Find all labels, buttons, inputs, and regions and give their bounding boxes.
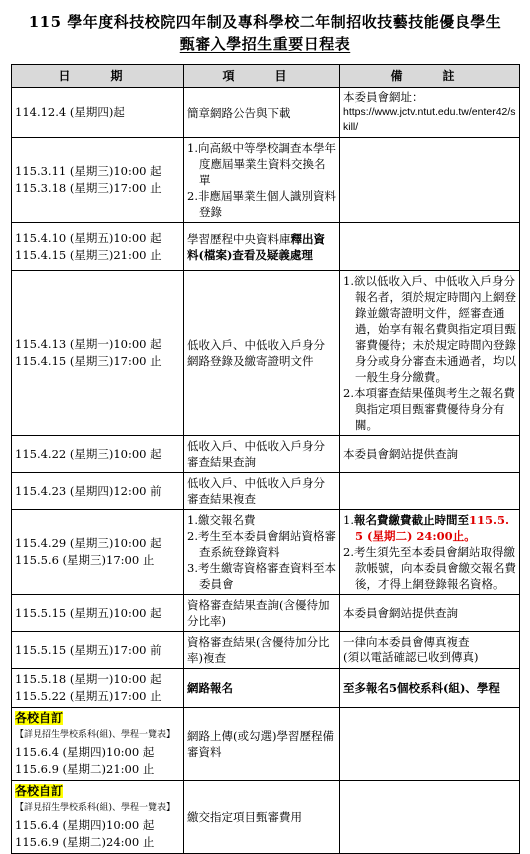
date-cell: 115.4.23 (星期四)12:00 前 <box>12 473 184 510</box>
note-cell: 一律向本委員會傳真複查 (須以電話確認已收到傳真) <box>340 632 520 669</box>
title-line-1: 115 學年度科技校院四年制及專科學校二年制招收技藝技能優良學生 <box>28 13 502 31</box>
title-line-2: 甄審入學招生重要日程表 <box>179 35 351 53</box>
note-cell: 至多報名5個校系科(組)、學程 <box>340 669 520 708</box>
payment-deadline: 115.5.5 (星期二) 24:00止 <box>355 513 509 543</box>
note-cell: 本委員會網站提供查詢 <box>340 436 520 473</box>
table-row <box>12 88 520 138</box>
header-note: 備 註 <box>340 65 520 88</box>
date-cell: 各校自訂 【詳見招生學校系科(組)、學程一覽表】 115.6.4 (星期四)10:00 起 115.6.9 (星期二)24:00 止 <box>12 781 184 854</box>
table-row <box>12 595 520 632</box>
note-cell <box>340 708 520 781</box>
list-item: 2.本項審查結果僅與考生之報名費與指定項目甄審費優待身分有關。 <box>343 386 515 432</box>
date-cell: 115.4.10 (星期五)10:00 起 115.4.15 (星期三)21:00 止 <box>12 223 184 271</box>
date-cell: 115.3.11 (星期三)10:00 起 115.3.18 (星期三)17:00 止 <box>12 138 184 223</box>
deadline-note: 1.報名費繳費截止時間至115.5.5 (星期二) 24:00止。 <box>343 513 509 543</box>
note-cell <box>340 781 520 854</box>
table-row <box>12 271 520 436</box>
table-row <box>12 708 520 781</box>
date-cell: 115.5.15 (星期五)10:00 起 <box>12 595 184 632</box>
website-url: https://www.jctv.ntut.edu.tw/enter42/skill/ <box>343 106 516 133</box>
item-cell: 學習歷程中央資料庫釋出資料(檔案)查看及疑義處理 <box>184 223 340 271</box>
item-cell <box>184 510 340 595</box>
school-defined-badge: 各校自訂 <box>15 711 64 725</box>
document-title <box>0 0 530 55</box>
list-item: 2.考生須先至本委員會網站取得繳款帳號，向本委員會繳交報名費後，才得上網登錄報名資格。 <box>343 545 516 591</box>
note-cell <box>340 223 520 271</box>
school-defined-badge: 各校自訂 <box>15 784 64 798</box>
table-row <box>12 781 520 854</box>
item-cell: 繳交指定項目甄審費用 <box>184 781 340 854</box>
note-cell <box>340 510 520 595</box>
date-cell: 115.5.15 (星期五)17:00 前 <box>12 632 184 669</box>
date-cell: 115.4.13 (星期一)10:00 起 115.4.15 (星期三)17:00 止 <box>12 271 184 436</box>
table-row <box>12 436 520 473</box>
header-date: 日 期 <box>12 65 184 88</box>
header-row <box>12 65 520 88</box>
date-cell: 115.4.22 (星期三)10:00 起 <box>12 436 184 473</box>
date-cell: 各校自訂 【詳見招生學校系科(組)、學程一覽表】 115.6.4 (星期四)10:00 起 115.6.9 (星期二)21:00 止 <box>12 708 184 781</box>
list-item: 1.欲以低收入戶、中低收入戶身分報名者，須於規定時間內上網登錄並繳寄證明文件，經審查通過，始享有報名費與指定項目甄審費優待；未於規定時間內登錄身分或身分審查未通過者，均以一般生身分繳費。 <box>343 274 516 384</box>
item-cell: 低收入戶、中低收入戶身分審查結果複查 <box>184 473 340 510</box>
header-item: 項 目 <box>184 65 340 88</box>
date-cell: 115.5.18 (星期一)10:00 起 115.5.22 (星期五)17:00 止 <box>12 669 184 708</box>
item-cell: 資格審查結果查詢(含優待加分比率) <box>184 595 340 632</box>
item-cell: 網路上傳(或勾選)學習歷程備審資料 <box>184 708 340 781</box>
item-cell: 低收入戶、中低收入戶身分審查結果查詢 <box>184 436 340 473</box>
list-item: 1.向高級中等學校調查本學年度應屆畢業生資料交換名單 <box>187 141 336 187</box>
table-row <box>12 138 520 223</box>
note-cell <box>340 271 520 436</box>
date-cell: 115.4.29 (星期三)10:00 起 115.5.6 (星期三)17:00 止 <box>12 510 184 595</box>
list-item: 2.非應屆畢業生個人識別資料登錄 <box>187 189 336 219</box>
table-row <box>12 223 520 271</box>
note-cell <box>340 473 520 510</box>
date-cell: 114.12.4 (星期四)起 <box>12 88 184 138</box>
note-cell: 本委員會網站提供查詢 <box>340 595 520 632</box>
item-cell: 資格審查結果(含優待加分比率)複查 <box>184 632 340 669</box>
note-cell: 本委員會網址： https://www.jctv.ntut.edu.tw/enter42/skill/ <box>340 88 520 138</box>
table-row <box>12 632 520 669</box>
item-cell <box>184 138 340 223</box>
list-item: 1.繳交報名費 <box>187 513 256 527</box>
schedule-table <box>11 64 520 854</box>
table-row <box>12 510 520 595</box>
table-row <box>12 669 520 708</box>
list-item: 3.考生繳寄資格審查資料至本委員會 <box>187 561 336 591</box>
item-cell: 低收入戶、中低收入戶身分網路登錄及繳寄證明文件 <box>184 271 340 436</box>
item-cell: 網路報名 <box>184 669 340 708</box>
table-row <box>12 473 520 510</box>
item-cell: 簡章網路公告與下載 <box>184 88 340 138</box>
list-item: 2.考生至本委員會網站資格審查系統登錄資料 <box>187 529 336 559</box>
note-cell <box>340 138 520 223</box>
